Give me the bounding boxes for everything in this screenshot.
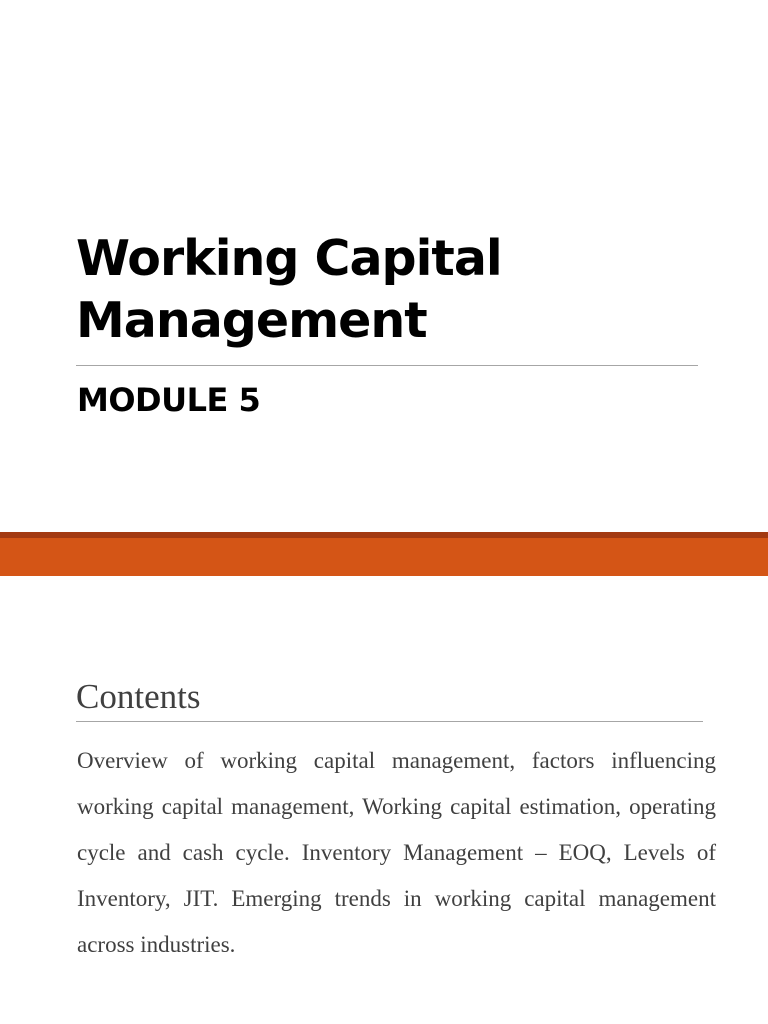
contents-body-text: Overview of working capital management, factors influencing working capital management, Working capital estimation, operating cycle and cash cycle. Inventory Management – EOQ, Levels of Inventory, JIT. Emerging trends in working capital management across industries. (77, 748, 716, 957)
contents-divider (76, 721, 703, 722)
slide-title (76, 228, 716, 352)
slide-title-line-1: Working Capital (76, 230, 502, 287)
accent-band (0, 538, 768, 576)
title-divider (76, 365, 698, 366)
slide-title-line-2: Management (76, 292, 427, 349)
contents-heading: Contents (76, 677, 201, 716)
slide-subtitle: MODULE 5 (77, 381, 261, 419)
